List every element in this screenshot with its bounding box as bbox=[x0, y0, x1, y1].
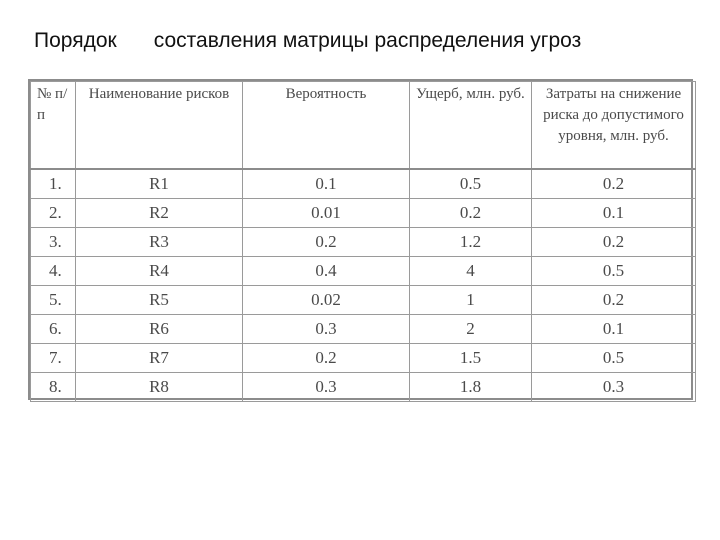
table-row bbox=[31, 228, 696, 257]
cell-mitigation-cost: 0.3 bbox=[532, 373, 696, 402]
risk-table-frame bbox=[28, 79, 693, 400]
title-part-1: Порядок bbox=[34, 29, 117, 52]
cell-number: 6. bbox=[31, 315, 76, 344]
cell-damage: 1.2 bbox=[410, 228, 532, 257]
cell-mitigation-cost: 0.2 bbox=[532, 228, 696, 257]
cell-probability: 0.02 bbox=[243, 286, 410, 315]
title-part-2: составления матрицы распределения угроз bbox=[153, 29, 582, 52]
cell-number: 3. bbox=[31, 228, 76, 257]
cell-risk-name: R6 bbox=[76, 315, 243, 344]
cell-damage: 0.2 bbox=[410, 199, 532, 228]
header-number: № п/п bbox=[31, 82, 76, 170]
cell-probability: 0.01 bbox=[243, 199, 410, 228]
table-header-row bbox=[31, 82, 696, 170]
cell-damage: 1.8 bbox=[410, 373, 532, 402]
cell-number: 4. bbox=[31, 257, 76, 286]
cell-number: 2. bbox=[31, 199, 76, 228]
cell-damage: 2 bbox=[410, 315, 532, 344]
cell-number: 8. bbox=[31, 373, 76, 402]
table-row bbox=[31, 169, 696, 199]
cell-number: 7. bbox=[31, 344, 76, 373]
cell-risk-name: R1 bbox=[76, 169, 243, 199]
table-row bbox=[31, 373, 696, 402]
cell-mitigation-cost: 0.5 bbox=[532, 257, 696, 286]
cell-risk-name: R4 bbox=[76, 257, 243, 286]
cell-probability: 0.3 bbox=[243, 315, 410, 344]
cell-number: 1. bbox=[31, 169, 76, 199]
table-row bbox=[31, 315, 696, 344]
risk-matrix-table bbox=[30, 81, 696, 402]
cell-risk-name: R5 bbox=[76, 286, 243, 315]
table-row bbox=[31, 344, 696, 373]
cell-mitigation-cost: 0.2 bbox=[532, 169, 696, 199]
cell-mitigation-cost: 0.2 bbox=[532, 286, 696, 315]
cell-probability: 0.3 bbox=[243, 373, 410, 402]
cell-mitigation-cost: 0.1 bbox=[532, 199, 696, 228]
cell-damage: 1.5 bbox=[410, 344, 532, 373]
cell-mitigation-cost: 0.5 bbox=[532, 344, 696, 373]
cell-risk-name: R7 bbox=[76, 344, 243, 373]
header-probability: Вероятность bbox=[243, 82, 410, 170]
cell-damage: 1 bbox=[410, 286, 532, 315]
cell-probability: 0.2 bbox=[243, 228, 410, 257]
page-title bbox=[34, 28, 706, 54]
cell-number: 5. bbox=[31, 286, 76, 315]
table-row bbox=[31, 257, 696, 286]
header-risk-name: Наименование рисков bbox=[76, 82, 243, 170]
cell-probability: 0.1 bbox=[243, 169, 410, 199]
table-row bbox=[31, 199, 696, 228]
cell-probability: 0.4 bbox=[243, 257, 410, 286]
cell-risk-name: R3 bbox=[76, 228, 243, 257]
cell-probability: 0.2 bbox=[243, 344, 410, 373]
header-mitigation-cost: Затраты на снижение риска до допустимого уровня, млн. руб. bbox=[532, 82, 696, 170]
table-row bbox=[31, 286, 696, 315]
cell-mitigation-cost: 0.1 bbox=[532, 315, 696, 344]
cell-damage: 0.5 bbox=[410, 169, 532, 199]
header-damage: Ущерб, млн. руб. bbox=[410, 82, 532, 170]
cell-risk-name: R8 bbox=[76, 373, 243, 402]
cell-damage: 4 bbox=[410, 257, 532, 286]
cell-risk-name: R2 bbox=[76, 199, 243, 228]
